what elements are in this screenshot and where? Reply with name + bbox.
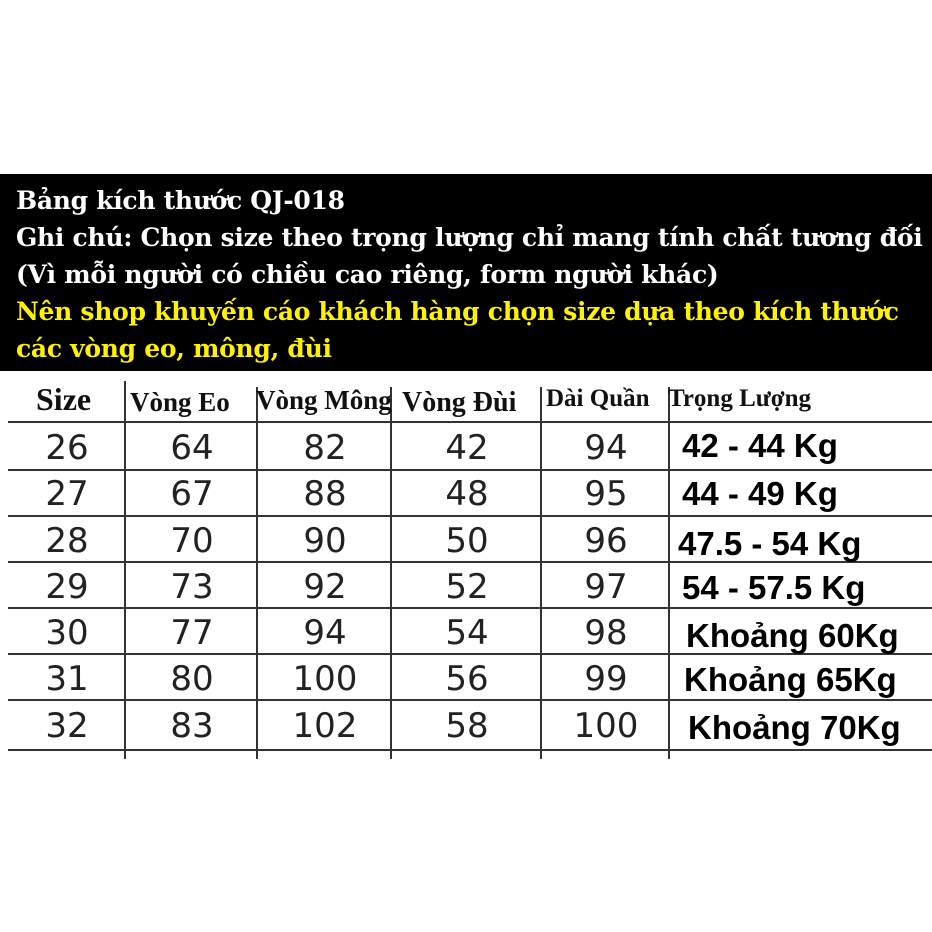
cell-size: 30 (45, 613, 89, 653)
highlight-line-2: các vòng eo, mông, đùi (16, 334, 332, 363)
cell-size: 32 (45, 706, 89, 746)
cell-hip: 88 (303, 474, 347, 514)
cell-size: 26 (45, 428, 89, 468)
cell-length: 94 (584, 428, 628, 468)
cell-length: 97 (584, 567, 628, 607)
cell-size: 29 (45, 567, 89, 607)
cell-hip: 82 (303, 428, 347, 468)
size-table (8, 377, 932, 759)
header-size: Size (36, 381, 92, 417)
chart-title: Bảng kích thước QJ-018 (16, 186, 345, 215)
notice-banner (0, 174, 932, 371)
header-waist: Vòng Eo (130, 387, 230, 417)
cell-size: 31 (45, 659, 89, 699)
cell-thigh: 50 (445, 521, 489, 561)
cell-hip: 102 (292, 706, 358, 746)
cell-weight: Khoảng 70Kg (688, 709, 901, 746)
cell-hip: 94 (303, 613, 347, 653)
note-line-1: Ghi chú: Chọn size theo trọng lượng chỉ mang tính chất tương đối (16, 223, 923, 252)
cell-waist: 77 (170, 613, 214, 653)
cell-thigh: 52 (445, 567, 489, 607)
header-length: Dài Quần (546, 385, 650, 412)
cell-length: 96 (584, 521, 628, 561)
cell-waist: 80 (170, 659, 214, 699)
cell-weight: Khoảng 60Kg (686, 617, 899, 654)
cell-hip: 92 (303, 567, 347, 607)
cell-size: 28 (45, 521, 89, 561)
cell-waist: 83 (170, 706, 214, 746)
cell-size: 27 (45, 474, 89, 514)
cell-weight: 47.5 - 54 Kg (678, 525, 862, 562)
cell-thigh: 48 (445, 474, 489, 514)
highlight-line-1: Nên shop khuyến cáo khách hàng chọn size dựa theo kích thước (16, 297, 899, 326)
cell-thigh: 42 (445, 428, 489, 468)
cell-waist: 67 (170, 474, 214, 514)
cell-hip: 90 (303, 521, 347, 561)
cell-thigh: 54 (445, 613, 489, 653)
note-line-2: (Vì mỗi người có chiều cao riêng, form người khác) (16, 260, 719, 289)
header-thigh: Vòng Đùi (402, 387, 517, 418)
header-hip: Vòng Mông (256, 385, 392, 415)
cell-length: 98 (584, 613, 628, 653)
cell-weight: 44 - 49 Kg (682, 475, 838, 512)
cell-weight: Khoảng 65Kg (684, 661, 897, 698)
cell-hip: 100 (292, 659, 358, 699)
cell-weight: 54 - 57.5 Kg (682, 569, 866, 606)
cell-length: 95 (584, 474, 628, 514)
cell-thigh: 56 (445, 659, 489, 699)
cell-length: 100 (573, 706, 639, 746)
cell-waist: 70 (170, 521, 214, 561)
cell-weight: 42 - 44 Kg (682, 427, 838, 464)
cell-waist: 73 (170, 567, 214, 607)
header-weight: Trọng Lượng (668, 385, 811, 412)
cell-thigh: 58 (445, 706, 489, 746)
cell-length: 99 (584, 659, 628, 699)
cell-waist: 64 (170, 428, 214, 468)
